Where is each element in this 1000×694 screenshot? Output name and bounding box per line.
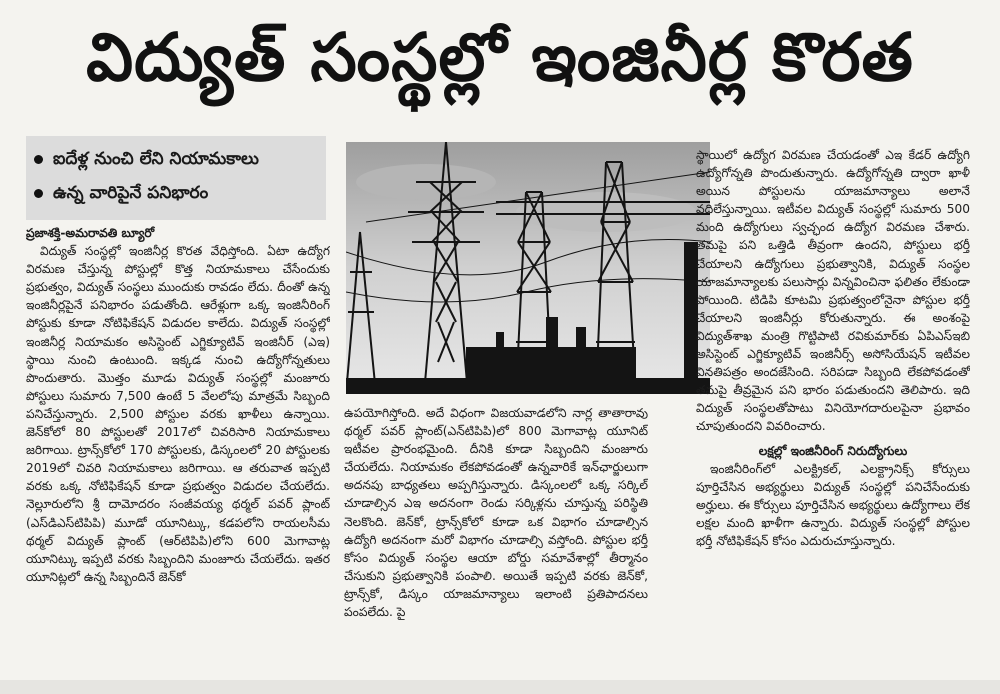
- article-column-2: [344, 404, 648, 670]
- article-paragraph: స్థాయిలో ఉద్యోగ విరమణ చేయడంతో ఎఇ కేడర్ ఉద్యోగి ఉద్యోగోన్నతి పొందుతున్నారు. ఉద్యోగోన్నతి ద్వారా ఖాళీ అయిన పోస్టులను యాజమాన్యాలు అలానే వదిలేస్తున్నాయి. ఇటీవల విద్యుత్ సంస్థల్లో సుమారు 500 మంది ఉద్యోగులు స్వచ్ఛంద ఉద్యోగ విరమణ చేశారు. తమపై పని ఒత్తిడి తీవ్రంగా ఉందని, పోస్టులు భర్తీ చేయాలని ఉద్యోగులు ప్రభుత్వానికి, విద్యుత్ సంస్థల యాజమాన్యాలకు పలుసార్లు విన్నవించినా ఫలితం లేకుండా పోయింది. టిడిపి కూటమి ప్రభుత్వంలోనైనా పోస్టుల భర్తీ చేయాలని ఇంజినీర్లు కోరుతున్నారు. ఈ అంశంపై విద్యుత్‌శాఖ మంత్రి గొట్టిపాటి రవికుమార్‌కు ఏపిఎస్ఇబి అసిస్టెంట్ ఎగ్జిక్యూటివ్ ఇంజినీర్స్ అసోసియేషన్ ఇటీవల వినతిపత్రం అందజేసింది. సరిపడా సిబ్బంది లేకపోవడంతో తమపై తీవ్రమైన పని భారం పడుతుందని తెలిపారు. ఇది విద్యుత్ సంస్థలతోపాటు వినియోగదారులపైనా ప్రభావం చూపుతుందని వివరించారు.: [696, 148, 970, 434]
- bullet-icon: [34, 155, 43, 164]
- highlight-text: ఉన్న వారిపైనే పనిభారం: [53, 183, 209, 203]
- subheading: లక్షల్లో ఇంజినీరింగ్ నిరుద్యోగులు: [758, 443, 908, 458]
- highlight-item: [34, 142, 318, 176]
- article-paragraph: విద్యుత్ సంస్థల్లో ఇంజినీర్ల కొరత వేధిస్తోంది. ఏటా ఉద్యోగ విరమణ చేస్తున్న పోస్టుల్లో కొత్త నియామకాలు చేసేందుకు ప్రభుత్వం, విద్యుత్ సంస్థలు ముందుకు రావడం లేదు. దీంతో ఉన్న ఇంజినీర్లపైనే పనిభారం పడుతోంది. ఆరేళ్లుగా ఒక్క ఇంజినీరింగ్ పోస్టుకు కూడా నోటిఫికేషన్ విడుదల కాలేదు. విద్యుత్ సంస్థల్లో ఇంజినీర్ల నియామకం అసిస్టెంట్ ఎగ్జిక్యూటివ్ ఇంజినీర్ (ఎఇ) స్థాయి నుంచి ఉంటుంది. ఇక్కడ నుంచి ఉద్యోగోన్నతులు పొందుతారు. మొత్తం మూడు విద్యుత్ సంస్థల్లో మంజూరు పోస్టులు సుమారు 7,500 ఉంటే 5 వేలలోపు మాత్రమే సిబ్బంది పనిచేస్తున్నారు. 2,500 పోస్టుల వరకు ఖాళీలు ఉన్నాయి. జెన్‌కోలో 80 పోస్టులతో 2017లో చివరిసారి నియామకాలు జరిగాయి. ట్రాన్స్‌కోలో 170 పోస్టులకు, డిస్కంలలో 20 పోస్టులకు 2019లో చివరి నియామకాలు జరిగాయి. ఆ తరువాత ఇప్పటి వరకు ఒక్క నోటిఫికేషన్ కూడా ప్రభుత్వం విడుదల చేయలేదు. నెల్లూరులోని శ్రీ దామోదరం సంజీవయ్య థర్మల్ పవర్ ప్లాంట్ (ఎస్‌డిఎస్‌టిపిపి) మూడో యూనిట్కు, కడపలోని రాయలసీమ థర్మల్ విద్యుత్ ప్లాంట్ (ఆర్‌టిపిపి)లోని 600 మెగావాట్ల యూనిట్కు ఇప్పటి వరకు సిబ్బందిని మంజూరు చేయలేదు. ఇతర యూనిట్లలో ఉన్న సిబ్బందినే జెన్‌కో: [26, 244, 330, 584]
- photo-graphic: [346, 142, 710, 394]
- article-paragraph: ఇంజినీరింగ్‌లో ఎలక్ట్రికల్, ఎలక్ట్రానిక్స్ కోర్సులు పూర్తిచేసిన అభ్యర్థులు విద్యుత్ సంస్థల్లో పనిచేసేందుకు అర్హులు. ఈ కోర్సులు పూర్తిచేసిన అభ్యర్థులు ఉద్యోగాలు లేక లక్షల మంది ఖాళీగా ఉన్నారు. విద్యుత్ సంస్థల్లో పోస్టుల భర్తీ నోటిఫికేషన్ కోసం ఎదురుచూస్తున్నారు.: [696, 461, 970, 548]
- highlight-text: ఐదేళ్ల నుంచి లేని నియామకాలు: [53, 149, 259, 169]
- dateline: ప్రజాశక్తి-అమరావతి బ్యూరో: [26, 226, 155, 240]
- headline: విద్యుత్ సంస్థల్లో ఇంజినీర్ల కొరత: [86, 19, 914, 96]
- article-column-1: [26, 224, 330, 670]
- power-pylons-photo: [346, 142, 710, 394]
- next-article-strip: [0, 680, 1000, 694]
- article-column-3: [696, 146, 970, 672]
- bullet-icon: [34, 189, 43, 198]
- highlight-item: [34, 176, 318, 210]
- article-paragraph: ఉపయోగిస్తోంది. అదే విధంగా విజయవాడలోని నార్ల తాతారావు థర్మల్ పవర్ ప్లాంట్(ఎన్‌టిపిపి)లో 800 మెగావాట్ల యూనిట్ ఇటీవల ప్రారంభమైంది. దీనికి కూడా సిబ్బందిని మంజూరు చేయలేదు. నియామకం లేకపోవడంతో ఉన్నవారికే ఇన్‌ఛార్జులుగా అదనపు బాధ్యతలు అప్పగిస్తున్నారు. డిస్కంలలో ఒక్క సర్కిల్ చూడాల్సిన ఎఇ అదనంగా రెండు సర్కిళ్లను చూస్తున్న పరిస్థితి నెలకొంది. జెన్‌కో, ట్రాన్స్‌కోలో కూడా ఒక విభాగం చూడాల్సిన ఉద్యోగి అదనంగా మరో విభాగం చూడాల్సి వస్తోంది. పోస్టుల భర్తీ కోసం విద్యుత్ సంస్థల ఆయా బోర్డు సమావేశాల్లో తీర్మానం చేసుకుని ప్రభుత్వానికి పంపాలి. అయితే ఇప్పటి వరకు జెన్‌కో, ట్రాన్స్‌కో, డిస్కం యాజమాన్యాలు ఇలాంటి ప్రతిపాదనలు పంపలేదు. పై: [344, 406, 648, 620]
- highlights-box: [26, 136, 326, 220]
